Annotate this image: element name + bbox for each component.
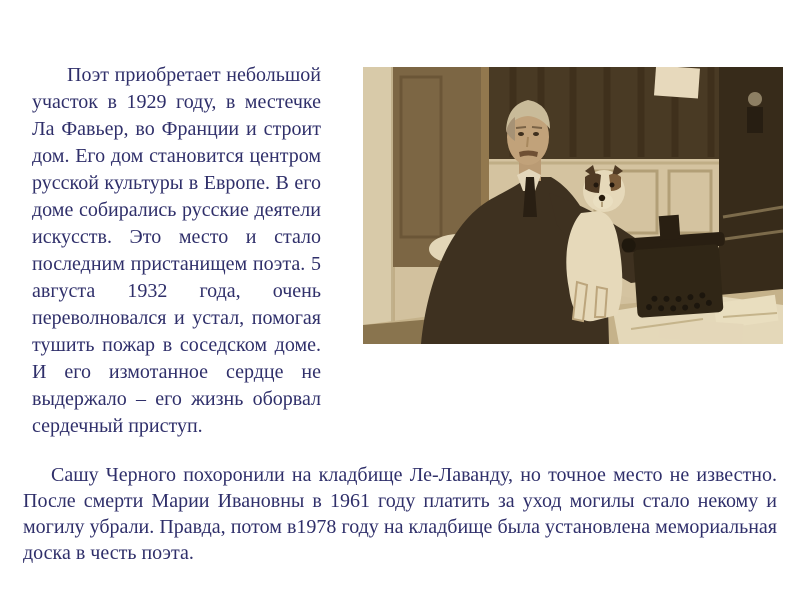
poet-photo	[363, 67, 783, 344]
left-paragraph: Поэт приобретает небольшой участок в 1929 году, в местечке Ла Фавьер, во Франции и строит дом. Его дом становится центром русской культуры в Европе. В его доме собирались русские деятели искусств. Это место и стало последним пристанищем поэта. 5 августа 1932 года, очень переволновался и устал, помогая тушить пожар в соседском доме. И его измотанное сердце не выдержало – его жизнь оборвал сердечный приступ.	[32, 64, 321, 437]
poet-photo-illustration	[363, 67, 783, 344]
bottom-paragraph: Сашу Черного похоронили на кладбище Ле-Лаванду, но точное место не известно. После смерти Марии Ивановны в 1961 году платить за уход могилы стало некому и могилу убрали. Правда, потом в1978 году на кладбище была установлена мемориальная доска в честь поэта.	[23, 464, 777, 564]
